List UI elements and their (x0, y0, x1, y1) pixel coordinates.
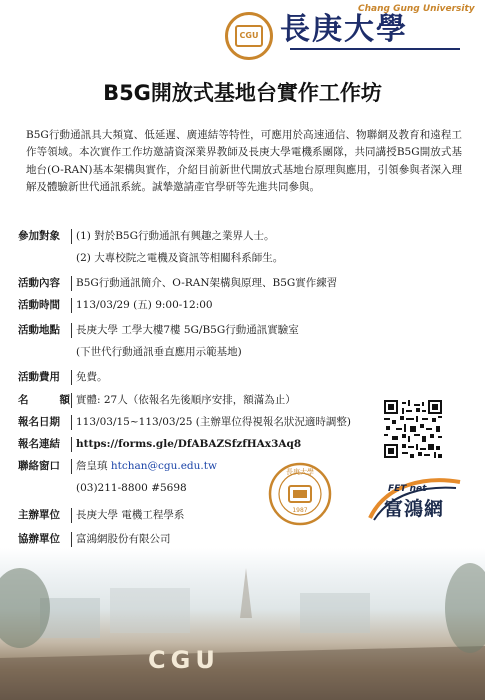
contact-email[interactable]: htchan@cgu.edu.tw (110, 460, 217, 472)
contact-label: 聯絡窗口 (18, 460, 60, 472)
location-row-2 (18, 344, 458, 369)
organizer-label: 主辦單位 (18, 509, 60, 521)
seal-year: 1987 (292, 507, 308, 514)
page-title: B5G開放式基地台實作工作坊 (103, 81, 382, 105)
divider (71, 415, 72, 430)
quota-label (18, 392, 70, 408)
reg-time-value: 113/03/15~113/03/25 (主辦單位得視報名狀況適時調整) (76, 416, 352, 428)
participants-label: 參加對象 (18, 230, 60, 242)
sponsor-small-text: FET net (388, 484, 427, 494)
university-logo (225, 12, 273, 60)
intro-paragraph: B5G行動通訊具大頻寬、低延遲、廣連結等特性，可應用於高速通信、物聯網及教育和遠程工作等領域。本次實作工作坊邀請資深業界教師及長庚大學電機系團隊，共同講授B5G開放式基地台(O-RAN)基本架構與實作，介紹目前新世代開放式基地台原理與應用，引領參與者深入理解及體驗新世代通訊系統。誠摯邀請產官學研等先進共同參與。 (26, 129, 462, 193)
fee-value: 免費。 (76, 371, 108, 383)
header (0, 0, 485, 62)
participants-row-2 (18, 250, 458, 275)
time-row (18, 297, 458, 322)
co-organizer-value: 富鴻網股份有限公司 (76, 533, 171, 545)
fee-row (18, 369, 458, 392)
time-label: 活動時間 (18, 299, 60, 311)
divider (71, 276, 72, 291)
divider (71, 298, 72, 313)
co-organizer-label: 協辦單位 (18, 533, 60, 545)
campus-sign: CGU (148, 646, 220, 674)
contact-phone: (03)211-8800 #5698 (76, 482, 187, 494)
divider (71, 323, 72, 338)
participants-value-2: (2) 大專校院之電機及資訊等相關科系師生。 (76, 252, 284, 264)
sponsor-name: 富鴻網 (384, 498, 445, 520)
content-row (18, 275, 458, 297)
logo-seal-text: CGU (235, 25, 263, 47)
location-row (18, 322, 458, 344)
reg-link[interactable]: https://forms.gle/DfABAZSfzfHAx3Aq8 (76, 438, 302, 450)
university-name-en: Chang Gung University (358, 4, 475, 14)
sponsor-logo (366, 474, 462, 524)
participants-row (18, 228, 458, 250)
divider (71, 508, 72, 523)
campus-scene-icon (0, 548, 485, 700)
contact-name: 詹皇瑱 (76, 460, 108, 472)
location-value-2: (下世代行動通訊垂直應用示範基地) (76, 346, 242, 358)
divider (71, 459, 72, 474)
content-label: 活動內容 (18, 277, 60, 289)
university-name-zh: 長庚大學 (280, 12, 408, 47)
divider (71, 437, 72, 452)
fee-label: 活動費用 (18, 371, 60, 383)
campus-photo (0, 548, 485, 700)
divider (71, 229, 72, 244)
participants-value-1: (1) 對於B5G行動通訊有興趣之業界人士。 (76, 230, 275, 242)
divider (71, 370, 72, 385)
quota-label-a: 名 (18, 394, 29, 406)
quota-label-b: 額 (59, 394, 70, 406)
reg-link-label: 報名連結 (18, 438, 60, 450)
content-value: B5G行動通訊簡介、O-RAN架構與原理、B5G實作練習 (76, 277, 338, 289)
divider (71, 532, 72, 547)
header-divider (290, 48, 460, 50)
organizer-value: 長庚大學 電機工程學系 (76, 509, 185, 521)
divider (71, 393, 72, 408)
contact-value (76, 458, 217, 474)
qr-code-icon[interactable] (384, 400, 442, 458)
university-seal-icon (268, 462, 332, 526)
seal-text: 長庚大學 (286, 468, 314, 476)
location-value-1: 長庚大學 工學大樓7樓 5G/B5G行動通訊實驗室 (76, 324, 299, 336)
time-value: 113/03/29 (五) 9:00-12:00 (76, 299, 213, 311)
quota-value: 實體: 27人（依報名先後順序安排，額滿為止） (76, 394, 296, 406)
reg-time-label: 報名日期 (18, 416, 60, 428)
location-label: 活動地點 (18, 324, 60, 336)
